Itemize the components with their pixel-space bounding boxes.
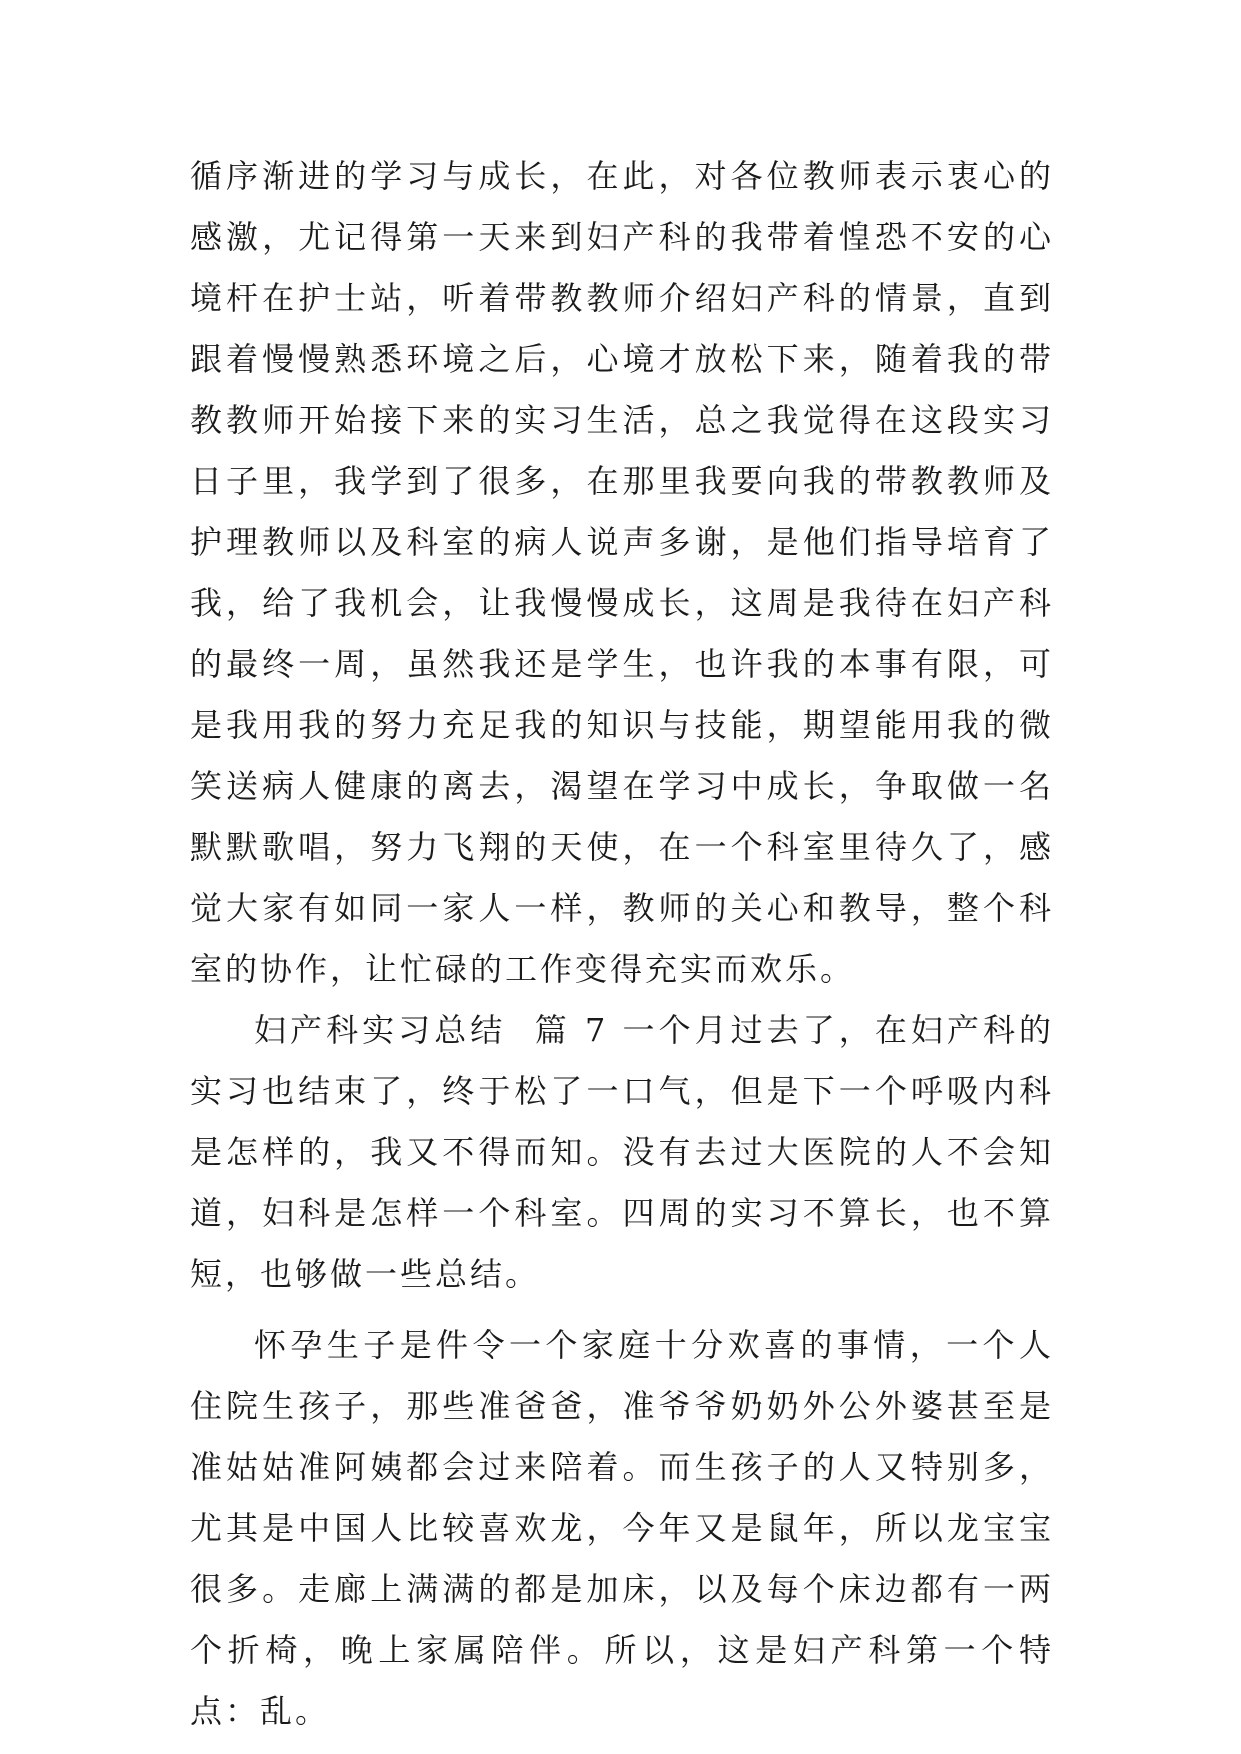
- document-body: [190, 146, 1054, 1742]
- paragraph-gap: [190, 1305, 1054, 1315]
- paragraph-2: [190, 1000, 1054, 1305]
- paragraph-2-text: 一个月过去了，在妇产科的实习也结束了，终于松了一口气，但是下一个呼吸内科是怎样的，我又不得而知。没有去过大医院的人不会知道，妇科是怎样一个科室。四周的实习不算长，也不算短，也够做一些总结。: [190, 1011, 1054, 1293]
- paragraph-3: 怀孕生子是件令一个家庭十分欢喜的事情，一个人住院生孩子，那些准爸爸，准爷爷奶奶外公外婆甚至是准姑姑准阿姨都会过来陪着。而生孩子的人又特别多，尤其是中国人比较喜欢龙，今年又是鼠年，所以龙宝宝很多。走廊上满满的都是加床，以及每个床边都有一两个折椅，晚上家属陪伴。所以，这是妇产科第一个特点：乱。: [190, 1326, 1054, 1730]
- section-heading: 妇产科实习总结 篇 7: [254, 1011, 609, 1049]
- paragraph-1: 循序渐进的学习与成长，在此，对各位教师表示衷心的感激，尤记得第一天来到妇产科的我带着惶恐不安的心境杆在护士站，听着带教教师介绍妇产科的情景，直到跟着慢慢熟悉环境之后，心境才放松下来，随着我的带教教师开始接下来的实习生活，总之我觉得在这段实习日子里，我学到了很多，在那里我要向我的带教教师及护理教师以及科室的病人说声多谢，是他们指导培育了我，给了我机会，让我慢慢成长，这周是我待在妇产科的最终一周，虽然我还是学生，也许我的本事有限，可是我用我的努力充足我的知识与技能，期望能用我的微笑送病人健康的离去，渴望在学习中成长，争取做一名默默歌唱，努力飞翔的天使，在一个科室里待久了，感觉大家有如同一家人一样，教师的关心和教导，整个科室的协作，让忙碌的工作变得充实而欢乐。: [190, 157, 1054, 988]
